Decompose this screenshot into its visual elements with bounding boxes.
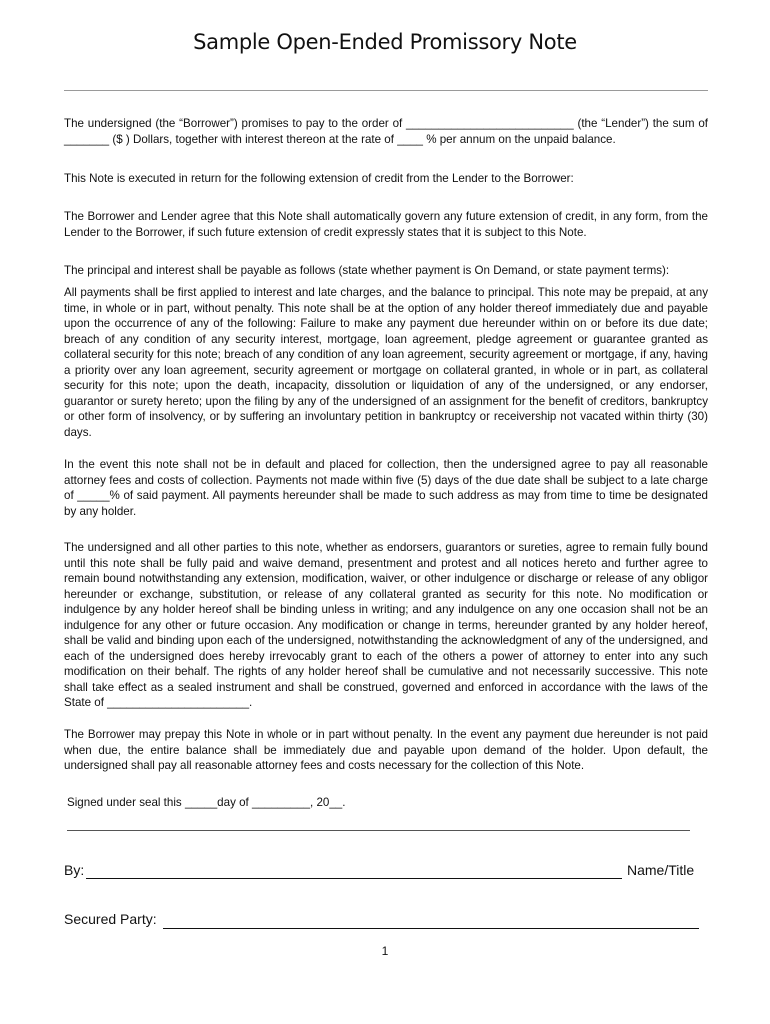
- paragraph-default-conditions: All payments shall be first applied to interest and late charges, and the balance to principal. This note may be prepaid, at any time, in whole or in part, without penalty. This note shall be at the option of any holder thereof immediately due and payable upon the occurrence of any of the following: Failure to make any payment due hereunder within on or before its due date; breach of any condition of any security interest, mortgage, loan agreement, pledge agreement or guarantee granted as collateral security for this note; breach of any condition of any loan agreement, security agreement or mortgage, if any, having a priority over any loan agreement, security agreement or mortgage on collateral granted, in whole or in part, as collateral security for this note; upon the death, incapacity, dissolution or liquidation of any of the undersigned, or any endorser, guarantor or surety hereto; upon the filing by any of the undersigned of an assignment for the benefit of creditors, bankruptcy or other form of insolvency, or by suffering an involuntary petition in bankruptcy or receivership not vacated within thirty (30) days.: [64, 286, 708, 439]
- paragraph-future-credit: The Borrower and Lender agree that this Note shall automatically govern any future extension of credit, in any form, from the Lender to the Borrower, if such future extension of credit expressly states that it is subject to this Note.: [64, 210, 708, 239]
- paragraph-parties: The undersigned (the “Borrower”) promises to pay to the order of __________________________ (the “Lender”) the sum of _______ ($ ) Dollars, together with interest thereon at the rate of ____ % per annum on the unpaid balance.: [64, 117, 708, 146]
- signature-rule: [67, 830, 690, 831]
- by-label: By:: [64, 862, 85, 878]
- name-title-label: Name/Title: [627, 862, 695, 878]
- secured-party-label: Secured Party:: [64, 911, 157, 927]
- by-signature-line: [86, 878, 622, 879]
- paragraph-payment-terms: The principal and interest shall be payable as follows (state whether payment is On Demand, or state payment terms):: [64, 264, 670, 277]
- document-title: Sample Open-Ended Promissory Note: [193, 30, 577, 54]
- signed-under-seal: Signed under seal this _____day of _________, 20__.: [67, 796, 346, 809]
- paragraph-prepayment: The Borrower may prepay this Note in whole or in part without penalty. In the event any payment due hereunder is not paid when due, the entire balance shall be immediately due and payable upon demand of the holder. Upon default, the undersigned shall pay all reasonable attorney fees and costs necessary for the collection of this Note.: [64, 728, 708, 772]
- paragraph-extension-of-credit: This Note is executed in return for the following extension of credit from the Lender to the Borrower:: [64, 172, 574, 185]
- paragraph-collection-costs: In the event this note shall not be in default and placed for collection, then the undersigned agree to pay all reasonable attorney fees and costs of collection. Payments not made within five (5) days of the due date shall be subject to a late charge of _____% of said payment. All payments hereunder shall be made to such address as may from time to time be designated by any holder.: [64, 458, 708, 518]
- page-number: 1: [381, 944, 389, 958]
- paragraph-parties-bound: The undersigned and all other parties to this note, whether as endorsers, guarantors or sureties, agree to remain fully bound until this note shall be fully paid and waive demand, presentment and protest and all notices hereto and further agree to remain bound notwithstanding any extension, modification, waiver, or other indulgence or discharge or release of any obligor hereunder or exchange, substitution, or release of any collateral granted as security for this note. No modification or indulgence by any holder hereof shall be binding unless in writing; and any indulgence on any one occasion shall not be an indulgence for any other or future occasion. Any modification or change in terms, hereunder granted by any holder hereof, shall be valid and binding upon each of the undersigned, notwithstanding the acknowledgment of any of the undersigned, and each of the undersigned does hereby irrevocably grant to each of the others a power of attorney to enter into any such modification on their behalf. The rights of any holder hereof shall be cumulative and not necessarily successive. This note shall take effect as a sealed instrument and shall be construed, governed and enforced in accordance with the laws of the State of ______________________.: [64, 541, 708, 709]
- secured-party-signature-line: [163, 928, 699, 929]
- title-divider: [64, 90, 708, 91]
